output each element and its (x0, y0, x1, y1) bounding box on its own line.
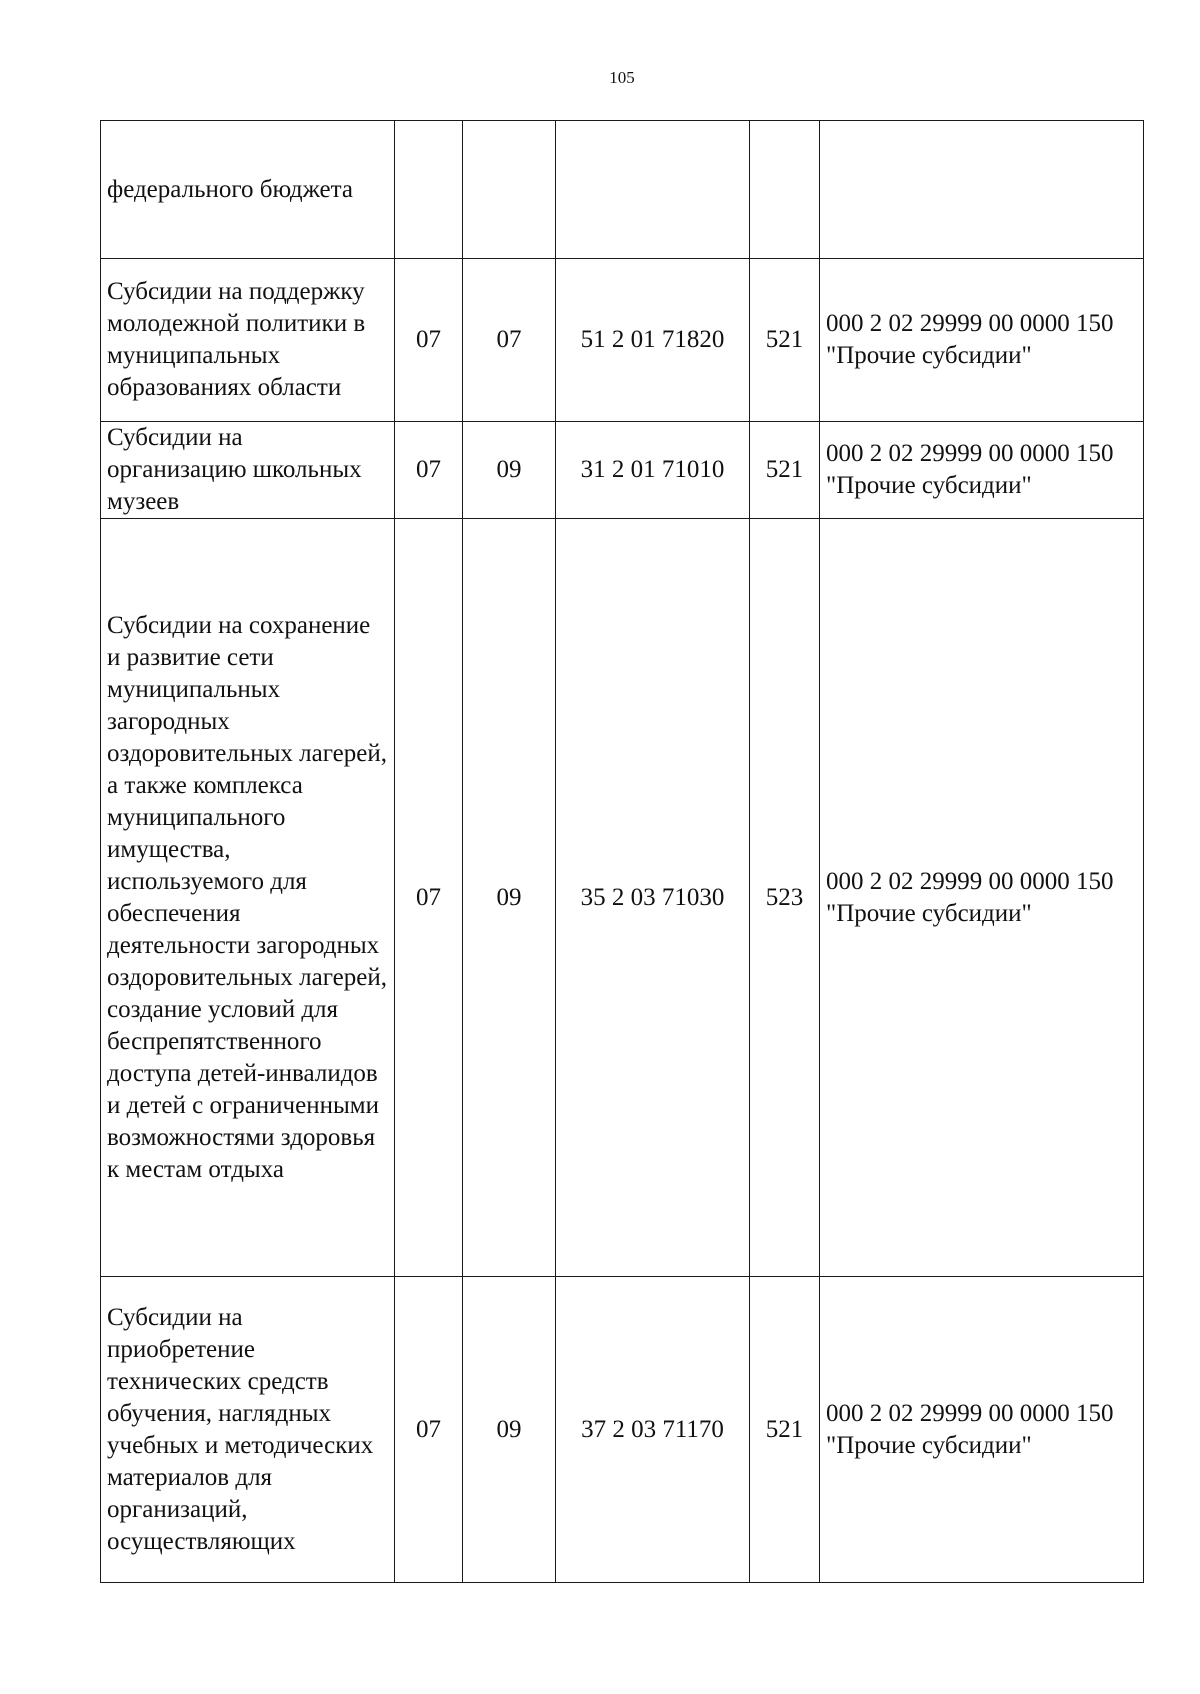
income-code-cell: 000 2 02 29999 00 0000 150 "Прочие субсидии" (820, 422, 1144, 519)
subsection-cell: 09 (463, 519, 556, 1277)
table-row (101, 121, 1144, 259)
section-cell: 07 (395, 519, 463, 1277)
subsection-cell: 09 (463, 422, 556, 519)
expense-type-cell (750, 121, 820, 259)
description-cell: Субсидии на поддержку молодежной политики в муниципальных образованиях области (101, 259, 395, 422)
description-cell: Субсидии на организацию школьных музеев (101, 422, 395, 519)
expense-type-cell: 521 (750, 1277, 820, 1583)
section-cell: 07 (395, 1277, 463, 1583)
description-cell: Субсидии на сохранение и развитие сети муниципальных загородных оздоровительных лагерей, а также комплекса муниципального имущества, используемого для обеспечения деятельности загородных оздоровительных лагерей, создание условий для беспрепятственного доступа детей-инвалидов и детей с ограниченными возможностями здоровья к местам отдыха (101, 519, 395, 1277)
expense-type-cell: 521 (750, 259, 820, 422)
page-number: 105 (609, 68, 635, 87)
description-cell: Субсидии на приобретение технических средств обучения, наглядных учебных и методических материалов для организаций, осуществляющих (101, 1277, 395, 1583)
subsection-cell: 07 (463, 259, 556, 422)
target-article-cell: 37 2 03 71170 (556, 1277, 750, 1583)
expense-type-cell: 521 (750, 422, 820, 519)
description-cell: федерального бюджета (101, 121, 395, 259)
section-cell (395, 121, 463, 259)
table-row (101, 422, 1144, 519)
income-code-cell (820, 121, 1144, 259)
target-article-cell (556, 121, 750, 259)
target-article-cell: 51 2 01 71820 (556, 259, 750, 422)
table-row (101, 519, 1144, 1277)
target-article-cell: 35 2 03 71030 (556, 519, 750, 1277)
subsection-cell: 09 (463, 1277, 556, 1583)
expense-type-cell: 523 (750, 519, 820, 1277)
table-row (101, 1277, 1144, 1583)
budget-table (100, 120, 1144, 1583)
subsection-cell (463, 121, 556, 259)
income-code-cell: 000 2 02 29999 00 0000 150 "Прочие субсидии" (820, 519, 1144, 1277)
income-code-cell: 000 2 02 29999 00 0000 150 "Прочие субсидии" (820, 1277, 1144, 1583)
target-article-cell: 31 2 01 71010 (556, 422, 750, 519)
section-cell: 07 (395, 422, 463, 519)
table-row (101, 259, 1144, 422)
income-code-cell: 000 2 02 29999 00 0000 150 "Прочие субсидии" (820, 259, 1144, 422)
section-cell: 07 (395, 259, 463, 422)
